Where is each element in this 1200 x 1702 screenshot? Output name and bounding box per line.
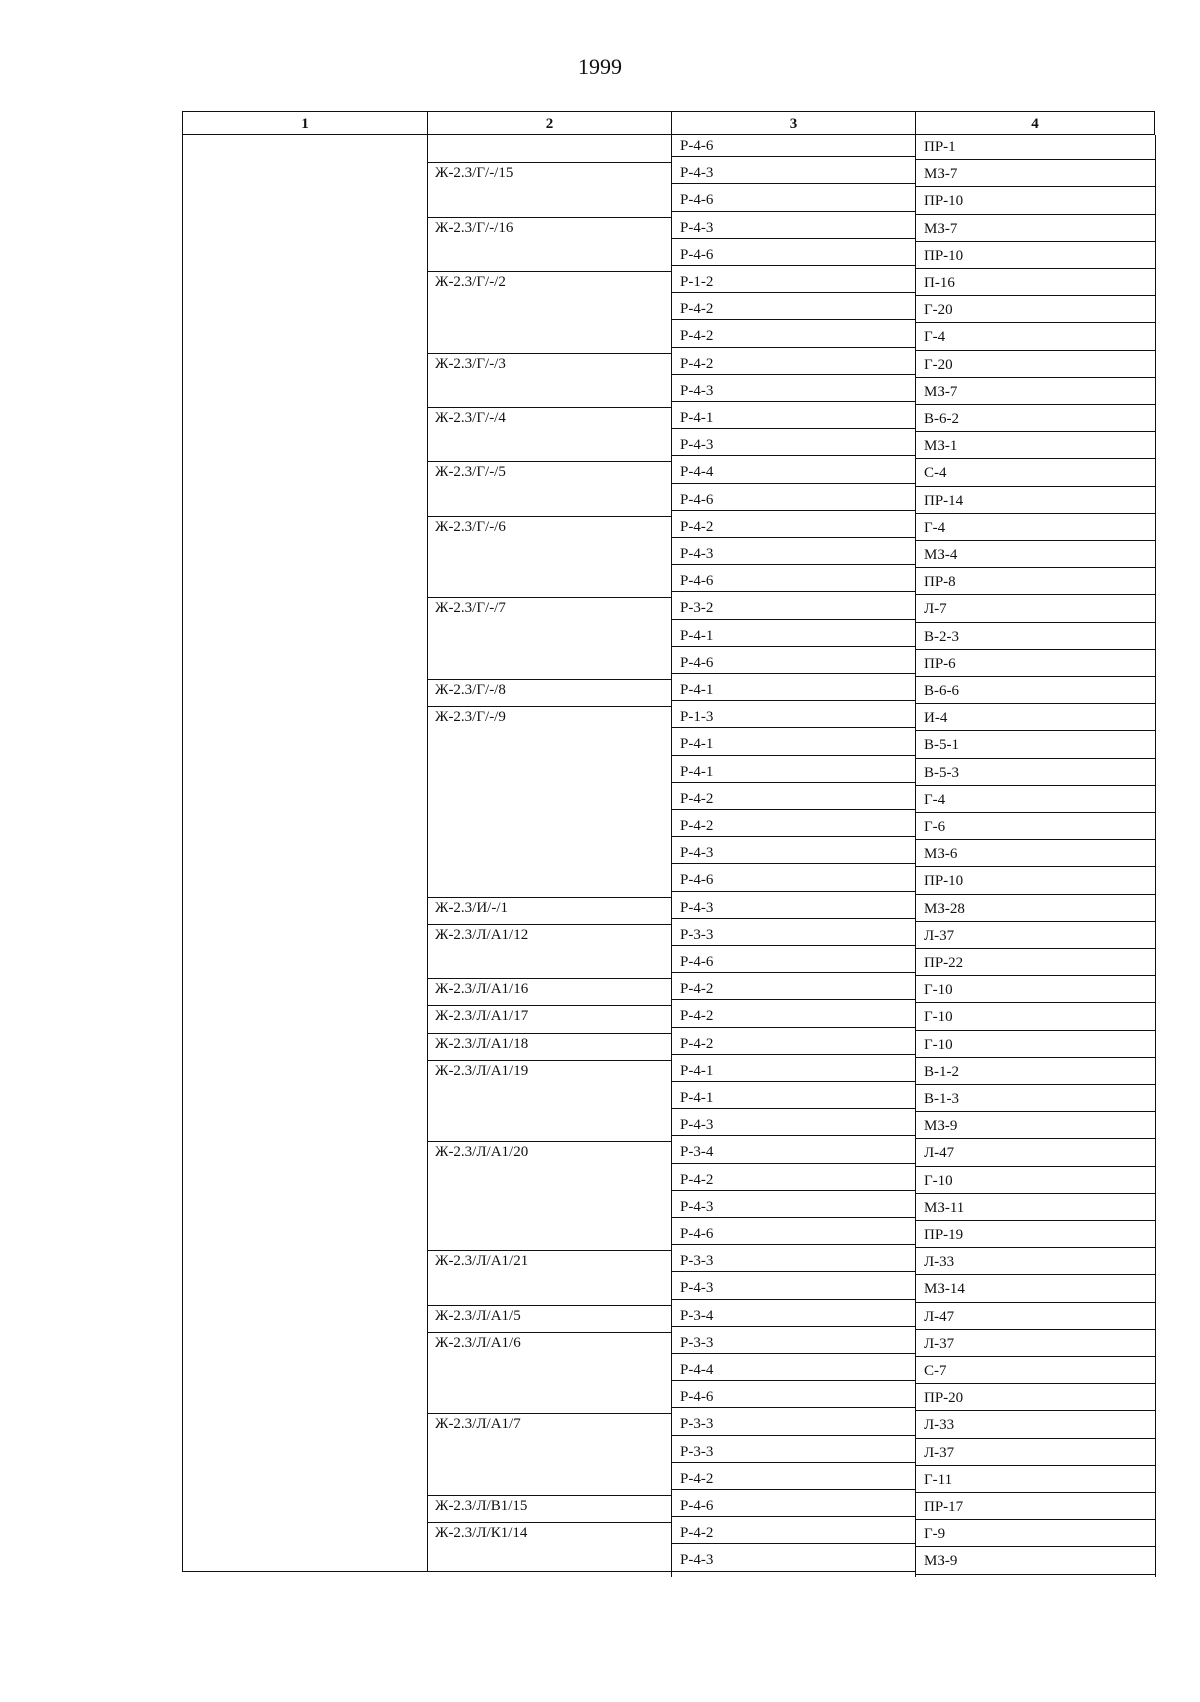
row-line-col-4 xyxy=(915,268,1155,269)
row-line-col-3 xyxy=(671,564,915,565)
group-separator xyxy=(427,1141,671,1142)
row-line-col-4 xyxy=(915,1030,1155,1031)
group-separator xyxy=(427,407,671,408)
table-cell-col-3: Р-3-3 xyxy=(680,1416,714,1433)
row-line-col-4 xyxy=(915,567,1155,568)
col-line-1 xyxy=(182,135,183,1571)
table-cell-col-3: Р-4-2 xyxy=(680,818,714,834)
row-line-col-3 xyxy=(671,1108,915,1109)
group-separator xyxy=(427,1005,671,1006)
table-cell-col-3: Р-4-6 xyxy=(680,654,714,671)
table-cell-col-3: Р-4-2 xyxy=(680,1035,714,1052)
row-line-col-4 xyxy=(915,458,1155,459)
table-cell-col-3: Р-4-1 xyxy=(680,682,714,698)
row-line-col-4 xyxy=(915,1220,1155,1221)
table-cell-col-3: Р-4-2 xyxy=(680,355,714,372)
group-separator xyxy=(427,1332,671,1333)
table-cell-col-4: МЗ-7 xyxy=(924,383,958,400)
table-cell-col-3: Р-3-3 xyxy=(680,1334,714,1351)
row-line-col-4 xyxy=(915,1574,1155,1575)
row-line-col-3 xyxy=(671,972,915,973)
row-line-col-4 xyxy=(915,404,1155,405)
table-cell-col-3: Р-4-3 xyxy=(680,219,714,236)
table-cell-col-4: В-5-3 xyxy=(924,764,959,781)
group-separator xyxy=(427,679,671,680)
row-line-col-3 xyxy=(671,1326,915,1327)
row-line-col-4 xyxy=(915,1302,1155,1303)
table-cell-col-3: Р-4-1 xyxy=(680,410,714,426)
row-line-col-4 xyxy=(915,948,1155,949)
table-cell-col-4: МЗ-9 xyxy=(924,1553,958,1570)
header-col-3: 3 xyxy=(671,111,915,135)
table-cell-col-3: Р-4-6 xyxy=(680,491,714,508)
table-cell-col-3: Р-4-3 xyxy=(680,437,714,454)
group-separator xyxy=(427,924,671,925)
table-cell-col-4: Г-20 xyxy=(924,302,953,319)
table-group-key: Ж-2.3/Г/-/16 xyxy=(435,219,514,236)
table-group-key: Ж-2.3/Л/А1/20 xyxy=(435,1144,529,1161)
row-line-col-3 xyxy=(671,401,915,402)
table-cell-col-3: Р-4-6 xyxy=(680,246,714,263)
table-cell-col-3: Р-4-3 xyxy=(680,165,714,182)
row-line-col-3 xyxy=(671,591,915,592)
row-line-col-3 xyxy=(671,1081,915,1082)
table-cell-col-4: МЗ-4 xyxy=(924,547,958,563)
table-cell-col-3: Р-4-6 xyxy=(680,192,714,209)
table-cell-col-3: Р-4-6 xyxy=(680,1389,714,1406)
row-line-col-4 xyxy=(915,1546,1155,1547)
row-line-col-4 xyxy=(915,159,1155,160)
table-cell-col-3: Р-4-6 xyxy=(680,1498,714,1514)
table-cell-col-3: Р-3-3 xyxy=(680,926,714,943)
row-line-col-3 xyxy=(671,292,915,293)
table-cell-col-3: Р-4-1 xyxy=(680,736,714,753)
row-line-col-3 xyxy=(671,1244,915,1245)
group-separator xyxy=(427,217,671,218)
page-number: 1999 xyxy=(578,54,622,79)
table-group-key: Ж-2.3/Г/-/15 xyxy=(435,165,514,182)
row-line-col-4 xyxy=(915,1111,1155,1112)
row-line-col-4 xyxy=(915,1138,1155,1139)
group-separator xyxy=(427,597,671,598)
row-line-col-3 xyxy=(671,1353,915,1354)
row-line-col-3 xyxy=(671,537,915,538)
table-cell-col-4: В-6-2 xyxy=(924,411,959,427)
table-group-key: Ж-2.3/Л/А1/6 xyxy=(435,1334,521,1351)
table-cell-col-4: Л-47 xyxy=(924,1308,955,1325)
table-cell-col-3: Р-4-3 xyxy=(680,845,714,862)
table-cell-col-4: Л-37 xyxy=(924,1444,955,1461)
table-cell-col-3: Р-4-3 xyxy=(680,382,714,399)
group-separator xyxy=(427,1413,671,1414)
table-cell-col-4: МЗ-9 xyxy=(924,1118,958,1135)
row-line-col-3 xyxy=(671,619,915,620)
row-line-col-3 xyxy=(671,1407,915,1408)
row-line-col-4 xyxy=(915,975,1155,976)
table-cell-col-3: Р-4-2 xyxy=(680,981,714,998)
table-cell-col-3: Р-4-6 xyxy=(680,1226,714,1242)
row-line-col-3 xyxy=(671,700,915,701)
row-line-col-4 xyxy=(915,1519,1155,1520)
table-cell-col-4: Г-20 xyxy=(924,356,953,373)
row-line-col-4 xyxy=(915,1465,1155,1466)
table-cell-col-4: ПР-10 xyxy=(924,247,964,264)
table-cell-col-3: Р-4-1 xyxy=(680,763,714,780)
col-line-2 xyxy=(427,135,428,1571)
table-cell-col-3: Р-4-3 xyxy=(680,1280,714,1297)
table-cell-col-4: ПР-22 xyxy=(924,955,964,971)
group-separator xyxy=(427,978,671,979)
row-line-col-4 xyxy=(915,676,1155,677)
table-group-key: Ж-2.3/Л/А1/21 xyxy=(435,1253,529,1270)
row-line-col-4 xyxy=(915,1057,1155,1058)
table-bottom-border xyxy=(182,1571,671,1572)
row-line-col-3 xyxy=(671,1054,915,1055)
col-line-5 xyxy=(1155,135,1156,1577)
table-group-key: Ж-2.3/Л/А1/12 xyxy=(435,926,529,943)
row-line-col-4 xyxy=(915,894,1155,895)
row-line-col-3 xyxy=(671,945,915,946)
col-line-3 xyxy=(671,135,672,1577)
table-group-key: Ж-2.3/Л/А1/16 xyxy=(435,981,529,998)
row-line-col-3 xyxy=(671,428,915,429)
table-cell-col-4: И-4 xyxy=(924,710,948,727)
row-line-col-4 xyxy=(915,921,1155,922)
row-line-col-3 xyxy=(671,1299,915,1300)
table-cell-col-4: ПР-10 xyxy=(924,193,964,210)
row-line-col-3 xyxy=(671,1271,915,1272)
table-cell-col-4: Г-10 xyxy=(924,1172,953,1189)
table-group-key: Ж-2.3/Г/-/5 xyxy=(435,464,506,481)
row-line-col-4 xyxy=(915,758,1155,759)
row-line-col-4 xyxy=(915,1002,1155,1003)
table-cell-col-3: Р-4-2 xyxy=(680,1008,714,1025)
table-cell-col-3: Р-4-2 xyxy=(680,518,714,535)
table-cell-col-3: Р-3-4 xyxy=(680,1144,714,1161)
table-group-key: Ж-2.3/Л/А1/17 xyxy=(435,1008,529,1025)
row-line-col-4 xyxy=(915,1084,1155,1085)
row-line-col-3 xyxy=(671,1135,915,1136)
table-cell-col-3: Р-1-2 xyxy=(680,274,714,290)
row-line-col-4 xyxy=(915,703,1155,704)
group-separator xyxy=(427,1033,671,1034)
group-separator xyxy=(427,516,671,517)
row-line-col-4 xyxy=(915,1438,1155,1439)
row-line-col-3 xyxy=(671,156,915,157)
table-cell-col-4: МЗ-7 xyxy=(924,166,958,183)
table-cell-col-4: МЗ-6 xyxy=(924,846,958,863)
row-line-col-3 xyxy=(671,1027,915,1028)
row-line-col-4 xyxy=(915,540,1155,541)
row-line-col-3 xyxy=(671,1516,915,1517)
table-cell-col-3: Р-4-2 xyxy=(680,301,714,318)
row-line-col-4 xyxy=(915,1193,1155,1194)
row-line-col-3 xyxy=(671,646,915,647)
table-cell-col-3: Р-4-4 xyxy=(680,464,714,481)
row-line-col-3 xyxy=(671,183,915,184)
table-cell-col-4: Г-6 xyxy=(924,819,946,835)
row-line-col-4 xyxy=(915,377,1155,378)
header-col-4: 4 xyxy=(915,111,1155,135)
row-line-col-3 xyxy=(671,863,915,864)
row-line-col-3 xyxy=(671,211,915,212)
row-line-col-4 xyxy=(915,322,1155,323)
table-group-key: Ж-2.3/Л/А1/19 xyxy=(435,1062,529,1079)
table-cell-col-4: ПР-19 xyxy=(924,1227,964,1243)
table-cell-col-3: Р-4-1 xyxy=(680,1062,714,1079)
row-line-col-4 xyxy=(915,431,1155,432)
table-cell-col-4: ПР-20 xyxy=(924,1390,964,1407)
table-cell-col-3: Р-4-2 xyxy=(680,1171,714,1188)
row-line-col-4 xyxy=(915,295,1155,296)
header-col-1: 1 xyxy=(182,111,427,135)
table-cell-col-3: Р-3-2 xyxy=(680,600,714,617)
table-group-key: Ж-2.3/Л/А1/7 xyxy=(435,1416,521,1433)
table-group-key: Ж-2.3/Г/-/3 xyxy=(435,355,506,372)
table-cell-col-3: Р-3-3 xyxy=(680,1443,714,1460)
table-cell-col-3: Р-4-3 xyxy=(680,1117,714,1134)
table-group-key: Ж-2.3/Л/А1/5 xyxy=(435,1307,521,1324)
table-cell-col-4: ПР-14 xyxy=(924,492,964,509)
row-line-col-3 xyxy=(671,1435,915,1436)
table-cell-col-3: Р-4-2 xyxy=(680,1470,714,1487)
table-cell-col-4: Л-37 xyxy=(924,1335,955,1352)
table-cell-col-4: Г-9 xyxy=(924,1526,946,1543)
table-cell-col-3: Р-4-3 xyxy=(680,899,714,916)
table-cell-col-3: Р-4-6 xyxy=(680,138,714,154)
table-cell-col-4: Л-7 xyxy=(924,601,947,618)
table-cell-col-4: МЗ-11 xyxy=(924,1199,965,1216)
row-line-col-3 xyxy=(671,673,915,674)
row-line-col-3 xyxy=(671,374,915,375)
group-separator xyxy=(427,1522,671,1523)
group-separator xyxy=(427,1060,671,1061)
table-cell-col-4: Г-10 xyxy=(924,1036,953,1053)
group-separator xyxy=(427,897,671,898)
table-cell-col-4: МЗ-14 xyxy=(924,1281,965,1298)
table-cell-col-4: Г-4 xyxy=(924,519,946,536)
row-line-col-4 xyxy=(915,350,1155,351)
table-cell-col-3: Р-4-2 xyxy=(680,1525,714,1542)
row-line-col-3 xyxy=(671,1163,915,1164)
table-cell-col-3: Р-1-3 xyxy=(680,709,714,726)
table-cell-col-3: Р-3-4 xyxy=(680,1307,714,1324)
table-group-key: Ж-2.3/Г/-/6 xyxy=(435,518,506,535)
group-separator xyxy=(427,1305,671,1306)
table-cell-col-3: Р-4-3 xyxy=(680,1552,714,1569)
row-line-col-3 xyxy=(671,510,915,511)
table-group-key: Ж-2.3/Л/К1/14 xyxy=(435,1525,528,1542)
row-line-col-4 xyxy=(915,513,1155,514)
row-line-col-4 xyxy=(915,1166,1155,1167)
table-cell-col-4: МЗ-1 xyxy=(924,438,958,455)
table-cell-col-4: ПР-6 xyxy=(924,655,956,672)
header-col-2: 2 xyxy=(427,111,671,135)
table-group-key: Ж-2.3/Л/А1/18 xyxy=(435,1035,529,1052)
row-line-col-3 xyxy=(671,918,915,919)
table-cell-col-3: Р-4-2 xyxy=(680,328,714,345)
table-cell-col-4: ПР-10 xyxy=(924,873,964,890)
row-line-col-3 xyxy=(671,265,915,266)
row-line-col-3 xyxy=(671,1571,915,1572)
table-cell-col-4: В-5-1 xyxy=(924,737,959,754)
row-line-col-3 xyxy=(671,1462,915,1463)
table-cell-col-3: Р-4-6 xyxy=(680,573,714,590)
row-line-col-4 xyxy=(915,186,1155,187)
row-line-col-3 xyxy=(671,727,915,728)
row-line-col-3 xyxy=(671,455,915,456)
table-cell-col-4: Л-37 xyxy=(924,927,955,944)
table-cell-col-4: Л-33 xyxy=(924,1417,955,1434)
row-line-col-4 xyxy=(915,486,1155,487)
table-cell-col-4: П-16 xyxy=(924,275,955,291)
row-line-col-4 xyxy=(915,594,1155,595)
table-cell-col-3: Р-4-3 xyxy=(680,1198,714,1215)
table-group-key: Ж-2.3/Г/-/4 xyxy=(435,410,506,426)
row-line-col-4 xyxy=(915,241,1155,242)
row-line-col-3 xyxy=(671,1543,915,1544)
table-cell-col-3: Р-3-3 xyxy=(680,1253,714,1270)
group-separator xyxy=(427,353,671,354)
table-cell-col-4: МЗ-7 xyxy=(924,220,958,237)
table-cell-col-4: Г-4 xyxy=(924,791,946,808)
table-cell-col-4: Г-4 xyxy=(924,329,946,346)
row-line-col-3 xyxy=(671,809,915,810)
row-line-col-4 xyxy=(915,649,1155,650)
group-separator xyxy=(427,1495,671,1496)
col-line-4 xyxy=(915,135,916,1577)
table-group-key: Ж-2.3/Г/-/8 xyxy=(435,682,506,698)
table-group-key: Ж-2.3/Г/-/9 xyxy=(435,709,506,726)
table-cell-col-4: ПР-17 xyxy=(924,1499,964,1515)
row-line-col-4 xyxy=(915,622,1155,623)
row-line-col-4 xyxy=(915,1492,1155,1493)
table-group-key: Ж-2.3/И/-/1 xyxy=(435,899,509,916)
table-cell-col-4: С-7 xyxy=(924,1363,947,1379)
row-line-col-4 xyxy=(915,1329,1155,1330)
table-group-key: Ж-2.3/Г/-/2 xyxy=(435,274,506,290)
group-separator xyxy=(427,1250,671,1251)
row-line-col-4 xyxy=(915,839,1155,840)
table-cell-col-3: Р-4-4 xyxy=(680,1362,714,1378)
table-cell-col-4: В-6-6 xyxy=(924,683,959,699)
group-separator xyxy=(427,461,671,462)
row-line-col-3 xyxy=(671,1190,915,1191)
row-line-col-3 xyxy=(671,1489,915,1490)
table-cell-col-3: Р-4-3 xyxy=(680,546,714,562)
row-line-col-3 xyxy=(671,347,915,348)
table-cell-col-4: ПР-1 xyxy=(924,139,956,155)
group-separator xyxy=(427,706,671,707)
row-line-col-3 xyxy=(671,891,915,892)
row-line-col-4 xyxy=(915,866,1155,867)
table-cell-col-4: Л-33 xyxy=(924,1254,955,1271)
row-line-col-3 xyxy=(671,1380,915,1381)
table-cell-col-4: ПР-8 xyxy=(924,574,956,591)
table-cell-col-4: В-1-3 xyxy=(924,1091,959,1107)
table-cell-col-3: Р-4-6 xyxy=(680,954,714,970)
row-line-col-3 xyxy=(671,483,915,484)
table-cell-col-4: МЗ-28 xyxy=(924,900,965,917)
table-cell-col-4: В-1-2 xyxy=(924,1063,959,1080)
group-separator xyxy=(427,162,671,163)
row-line-col-4 xyxy=(915,812,1155,813)
row-line-col-4 xyxy=(915,1247,1155,1248)
table-cell-col-3: Р-4-1 xyxy=(680,627,714,644)
row-line-col-3 xyxy=(671,319,915,320)
table-cell-col-4: Г-10 xyxy=(924,982,953,999)
table-group-key: Ж-2.3/Л/В1/15 xyxy=(435,1498,528,1514)
table-cell-col-3: Р-4-6 xyxy=(680,872,714,889)
row-line-col-3 xyxy=(671,782,915,783)
table-cell-col-4: Л-47 xyxy=(924,1145,955,1162)
row-line-col-4 xyxy=(915,1410,1155,1411)
group-separator xyxy=(427,271,671,272)
table-cell-col-3: Р-4-2 xyxy=(680,790,714,807)
table-cell-col-4: Г-11 xyxy=(924,1471,953,1488)
row-line-col-4 xyxy=(915,1356,1155,1357)
row-line-col-3 xyxy=(671,836,915,837)
row-line-col-4 xyxy=(915,1274,1155,1275)
row-line-col-4 xyxy=(915,214,1155,215)
table-cell-col-3: Р-4-1 xyxy=(680,1090,714,1106)
row-line-col-4 xyxy=(915,1383,1155,1384)
table-group-key: Ж-2.3/Г/-/7 xyxy=(435,600,506,617)
row-line-col-3 xyxy=(671,999,915,1000)
table-cell-col-4: С-4 xyxy=(924,465,947,482)
row-line-col-3 xyxy=(671,238,915,239)
row-line-col-3 xyxy=(671,755,915,756)
table-cell-col-4: В-2-3 xyxy=(924,628,959,645)
table-cell-col-4: Г-10 xyxy=(924,1009,953,1026)
row-line-col-4 xyxy=(915,785,1155,786)
row-line-col-3 xyxy=(671,1217,915,1218)
row-line-col-4 xyxy=(915,730,1155,731)
